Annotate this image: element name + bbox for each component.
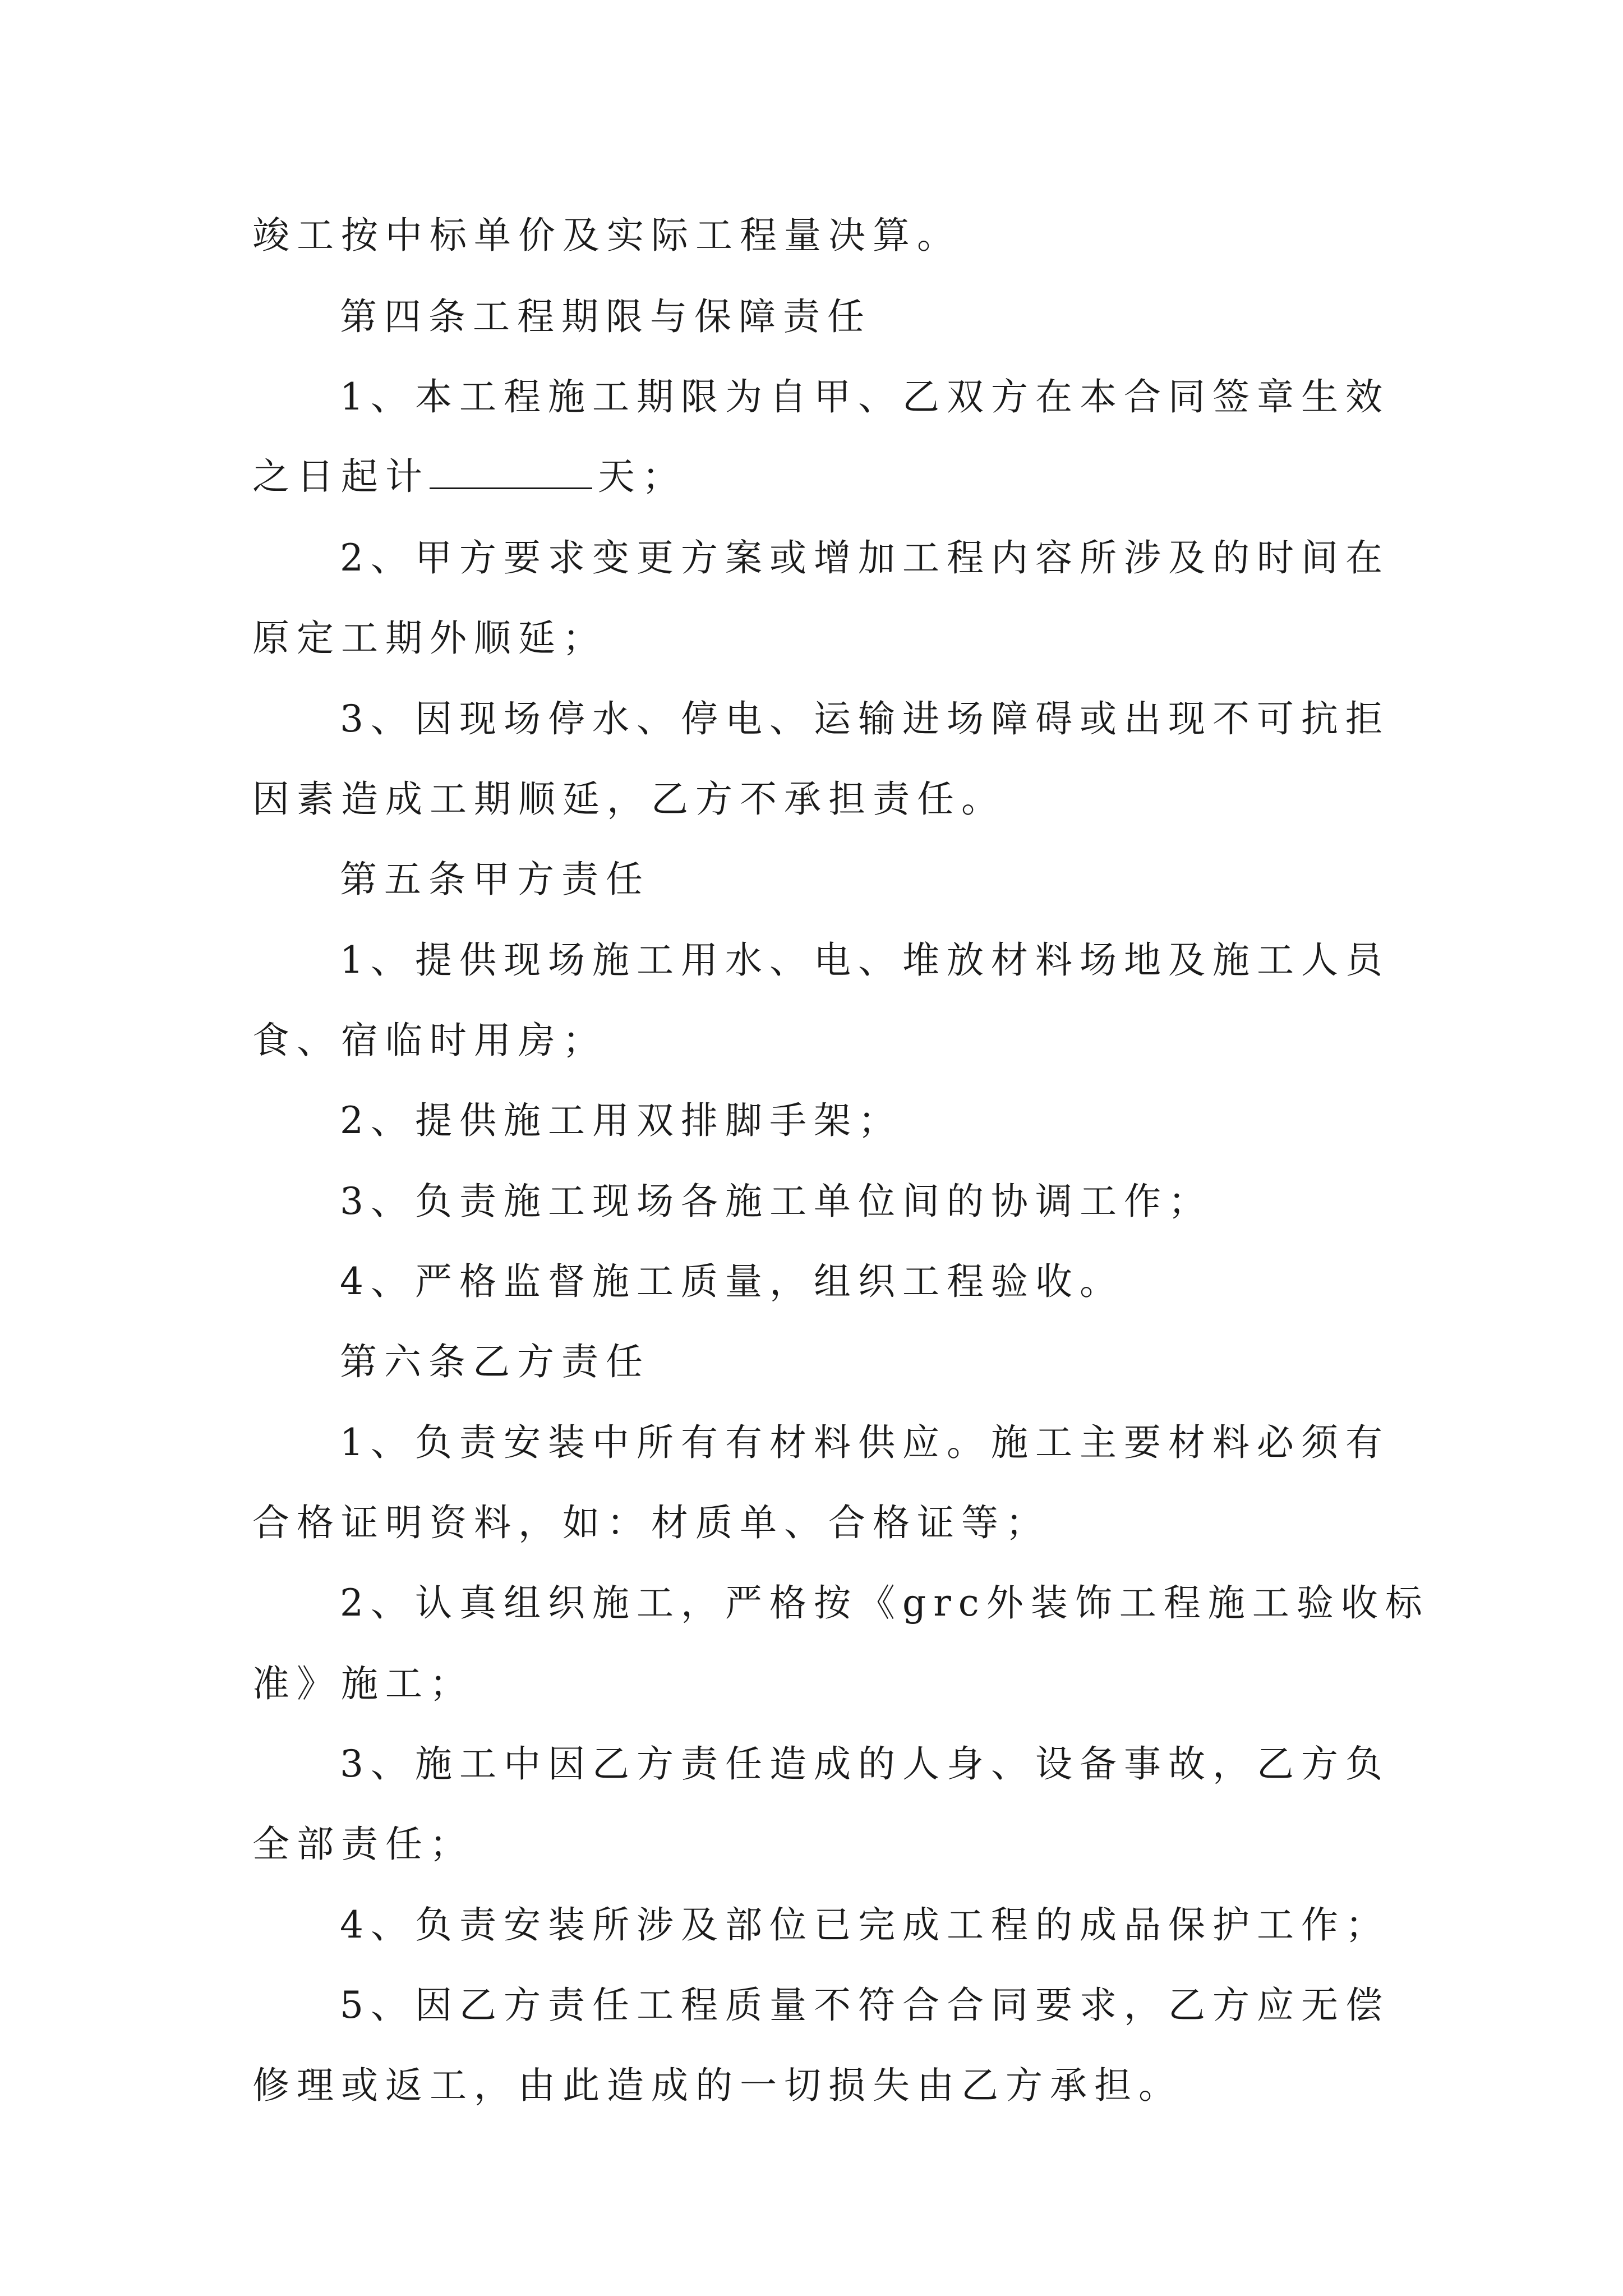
text-line: 2、认真组织施工，严格按《grc外装饰工程施工验收标 bbox=[340, 1581, 1430, 1625]
text-line: 2、提供施工用双排脚手架； bbox=[340, 1099, 902, 1142]
text-line: 3、负责施工现场各施工单位间的协调工作； bbox=[340, 1180, 1212, 1223]
text-line: 3、因现场停水、停电、运输进场障碍或出现不可抗拒 bbox=[340, 697, 1390, 740]
text-line: 全部责任； bbox=[252, 1823, 474, 1866]
text-line: 1、本工程施工期限为自甲、乙双方在本合同签章生效 bbox=[340, 375, 1390, 418]
text-line: 1、负责安装中所有有材料供应。施工主要材料必须有 bbox=[340, 1421, 1390, 1464]
section-heading: 第六条乙方责任 bbox=[340, 1340, 650, 1383]
text-fragment: 天； bbox=[598, 455, 686, 498]
text-fragment: 之日起计 bbox=[252, 455, 430, 498]
text-line: 准》施工； bbox=[252, 1662, 474, 1705]
text-line: 3、施工中因乙方责任造成的人身、设备事故，乙方负 bbox=[340, 1742, 1390, 1786]
text-line: 4、负责安装所涉及部位已完成工程的成品保护工作； bbox=[340, 1903, 1390, 1947]
section-heading: 第四条工程期限与保障责任 bbox=[340, 295, 872, 338]
text-line: 因素造成工期顺延，乙方不承担责任。 bbox=[252, 777, 1006, 821]
text-line: 2、甲方要求变更方案或增加工程内容所涉及的时间在 bbox=[340, 536, 1390, 579]
text-line: 修理或返工，由此造成的一切损失由乙方承担。 bbox=[252, 2064, 1183, 2107]
fill-in-blank bbox=[430, 456, 592, 489]
text-line: 食、宿临时用房； bbox=[252, 1019, 607, 1062]
section-heading: 第五条甲方责任 bbox=[340, 858, 650, 901]
text-line: 4、严格监督施工质量，组织工程验收。 bbox=[340, 1260, 1124, 1303]
text-line bbox=[252, 454, 686, 499]
text-line: 5、因乙方责任工程质量不符合合同要求，乙方应无偿 bbox=[340, 1984, 1390, 2027]
text-line: 竣工按中标单价及实际工程量决算。 bbox=[252, 214, 961, 257]
text-line: 合格证明资料，如：材质单、合格证等； bbox=[252, 1501, 1050, 1544]
text-line: 1、提供现场施工用水、电、堆放材料场地及施工人员 bbox=[340, 938, 1390, 982]
text-line: 原定工期外顺延； bbox=[252, 616, 607, 660]
